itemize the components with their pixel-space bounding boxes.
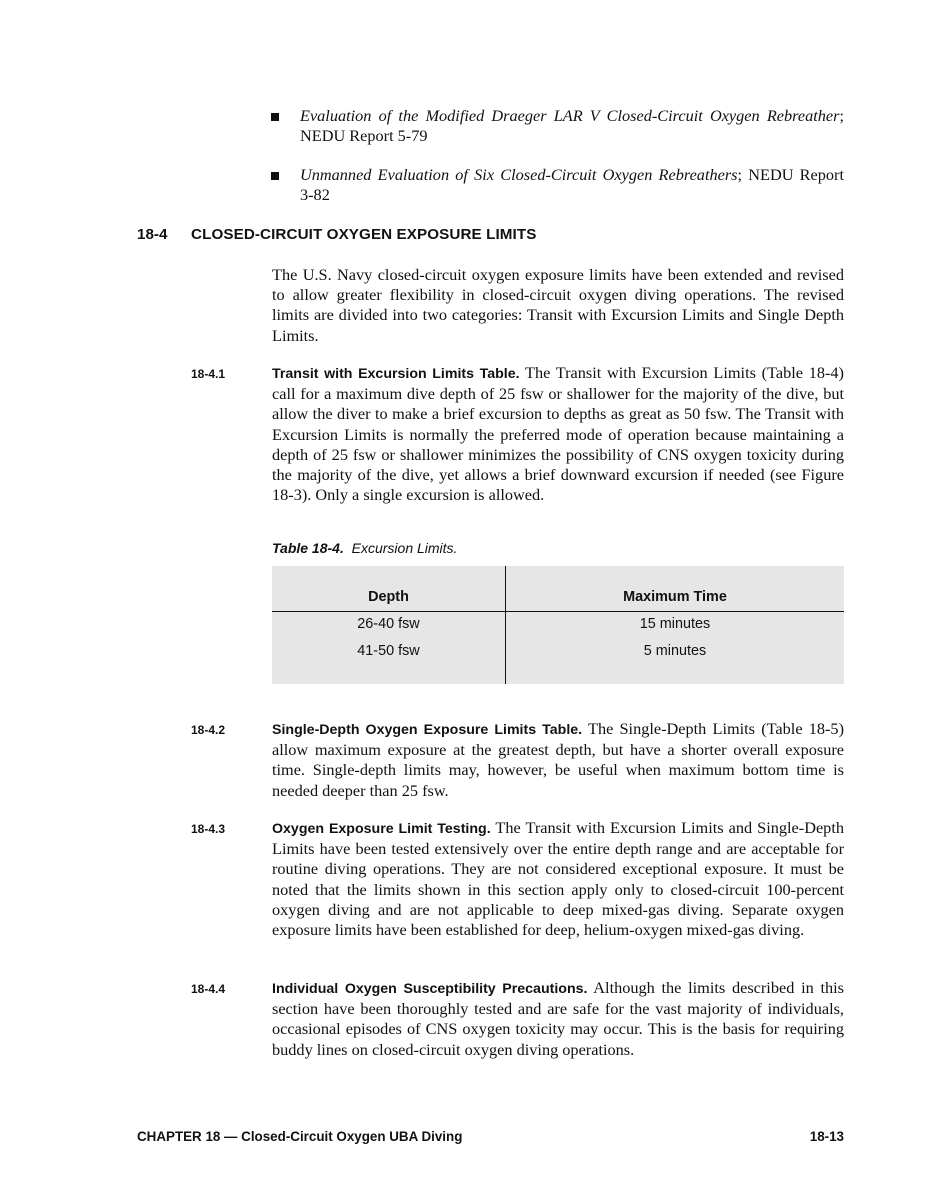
subsection-lead: Single-Depth Oxygen Exposure Limits Table. xyxy=(272,722,583,738)
reference-item xyxy=(300,165,844,205)
subsection-paragraph xyxy=(272,363,844,505)
footer-page-number: 18-13 xyxy=(809,1129,844,1144)
table-caption xyxy=(272,540,457,556)
reference-item xyxy=(300,106,844,146)
table-cell-depth: 26-40 fsw xyxy=(357,616,420,632)
section-number: 18-4 xyxy=(137,226,168,243)
footer-chapter: CHAPTER 18 — Closed-Circuit Oxygen UBA Diving xyxy=(137,1129,463,1144)
excursion-limits-table xyxy=(272,566,844,684)
table-header-depth: Depth xyxy=(368,589,409,605)
table-cell-depth: 41-50 fsw xyxy=(357,643,420,659)
subsection-number: 18-4.4 xyxy=(191,982,226,996)
table-header-maximum-time: Maximum Time xyxy=(623,589,727,605)
subsection-paragraph xyxy=(272,719,844,801)
subsection-lead: Individual Oxygen Susceptibility Precautions. xyxy=(272,981,588,997)
subsection-text: The Single-Depth Limits (Table 18-5) allow maximum exposure at the greatest depth, but have a shorter overall exposure time. Single-depth limits may, however, be useful when maximum bottom time is needed deeper than 25 fsw. xyxy=(272,719,844,800)
subsection-paragraph xyxy=(272,818,844,940)
reference-report: NEDU Report 5-79 xyxy=(300,126,428,146)
subsection-number: 18-4.2 xyxy=(191,723,226,737)
table-caption-title: Excursion Limits. xyxy=(351,540,458,556)
subsection-lead: Oxygen Exposure Limit Testing. xyxy=(272,821,491,837)
table-header-rule xyxy=(272,611,844,612)
subsection-number: 18-4.3 xyxy=(191,822,226,836)
subsection-text: Although the limits described in this section have been thoroughly tested and are safe for the vast majority of individuals, occasional episodes of CNS oxygen toxicity may occur. This is the basis for requiring buddy lines on closed-circuit oxygen diving operations. xyxy=(272,978,844,1059)
reference-title: Evaluation of the Modified Draeger LAR V Closed-Circuit Oxygen Rebreather xyxy=(300,106,840,125)
reference-report: NEDU Report 3-82 xyxy=(300,165,844,205)
bullet-icon xyxy=(271,109,281,119)
reference-separator: ; xyxy=(839,106,844,125)
section-title: CLOSED-CIRCUIT OXYGEN EXPOSURE LIMITS xyxy=(191,226,537,243)
subsection-text: The Transit with Excursion Limits and Single-Depth Limits have been tested extensively over the entire depth range and are acceptable for routine diving operations. They are not considered exceptional exposure. It must be noted that the limits shown in this section apply only to closed-circuit 100-percent oxygen diving and are not applicable to deep mixed-gas diving. Separate oxygen exposure limits have been established for deep, helium-oxygen mixed-gas diving. xyxy=(272,818,844,940)
subsection-lead: Transit with Excursion Limits Table. xyxy=(272,366,520,382)
table-caption-label: Table 18-4. xyxy=(272,540,344,556)
table-cell-time: 15 minutes xyxy=(639,616,711,632)
table-cell-time: 5 minutes xyxy=(643,643,707,659)
subsection-paragraph xyxy=(272,978,844,1060)
reference-separator: ; xyxy=(737,165,749,184)
subsection-text: The Transit with Excursion Limits (Table 18-4) call for a maximum dive depth of 25 fsw or shallower for the majority of the dive, but allow the diver to make a brief excursion to depths as great as 50 fsw. The Transit with Excursion Limits is normally the preferred mode of operation because maintaining a depth of 25 fsw or shallower minimizes the possibility of CNS oxygen toxicity during the majority of the dive, yet allows a brief downward excursion if needed (see Figure 18-3). Only a single excursion is allowed. xyxy=(272,363,844,505)
subsection-number: 18-4.1 xyxy=(191,367,226,381)
reference-title: Unmanned Evaluation of Six Closed-Circuit Oxygen Rebreathers xyxy=(300,165,738,184)
bullet-icon xyxy=(271,168,281,178)
section-intro: The U.S. Navy closed-circuit oxygen exposure limits have been extended and revised to allow greater flexibility in closed-circuit oxygen diving operations. The revised limits are divided into two categories: Transit with Excursion Limits and Single Depth Limits. xyxy=(272,265,844,345)
